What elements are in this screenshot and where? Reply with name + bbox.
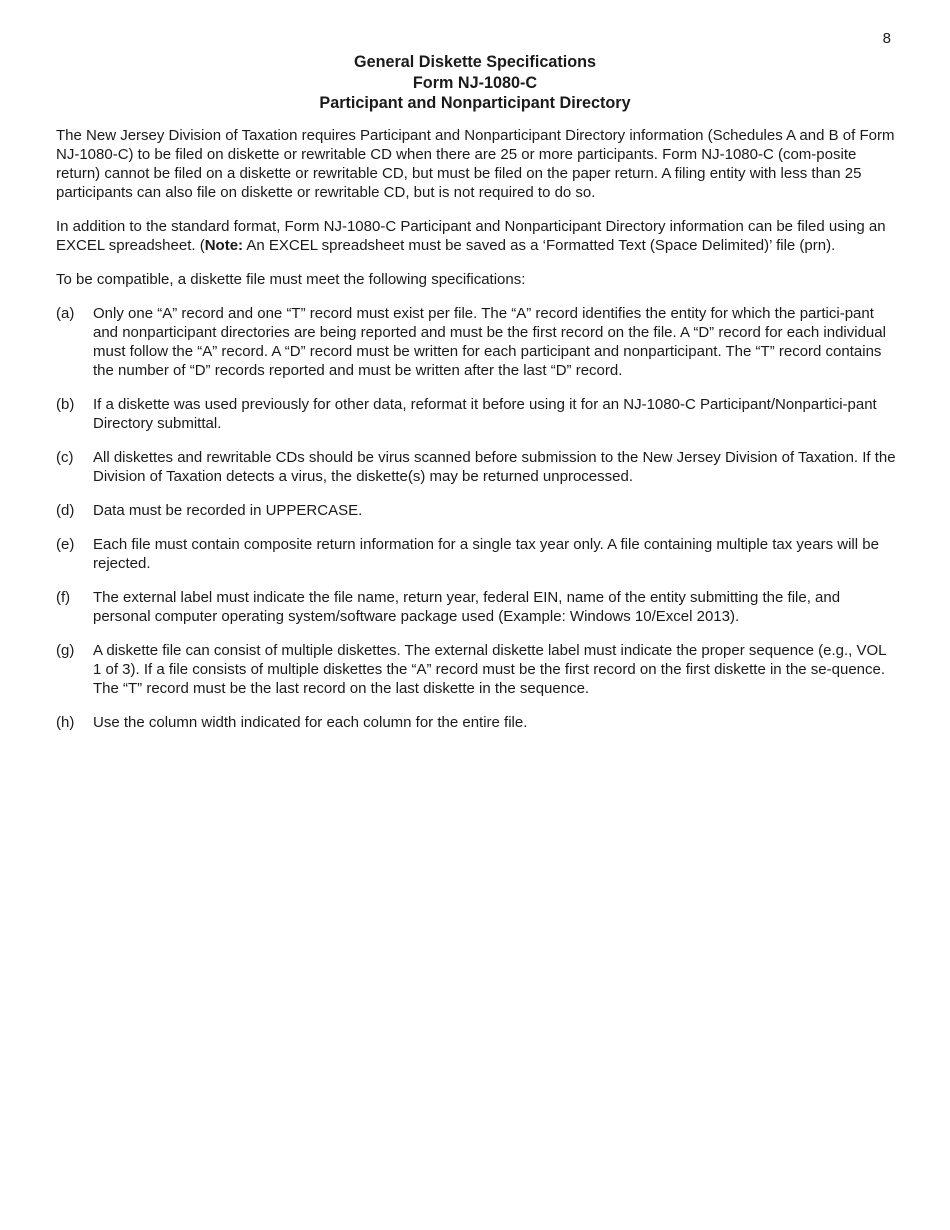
title-line-3: Participant and Nonparticipant Directory (319, 94, 631, 112)
spec-item-letter: (h) (56, 714, 75, 731)
compatibility-intro: To be compatible, a diskette file must meet the following specifications: (56, 271, 526, 288)
excel-paragraph (56, 217, 896, 255)
spec-item-text: Each file must contain composite return information for a single tax year only. A file containing multiple tax years will be rejected. (93, 536, 879, 572)
spec-item-c (56, 448, 896, 486)
spec-item-letter: (a) (56, 305, 75, 322)
spec-item-text: If a diskette was used previously for other data, reformat it before using it for an NJ-1080-C Participant/Nonpartici-pant Directory submittal. (93, 396, 877, 432)
spec-item-letter: (d) (56, 502, 75, 519)
spec-item-g (56, 641, 896, 698)
excel-paragraph-text-after: An EXCEL spreadsheet must be saved as a ‘Formatted Text (Space Delimited)’ file (prn). (243, 237, 836, 254)
spec-item-text: Data must be recorded in UPPERCASE. (93, 502, 363, 519)
spec-item-text: Use the column width indicated for each column for the entire file. (93, 714, 528, 731)
title-line-2: Form NJ-1080-C (412, 73, 538, 92)
spec-item-a (56, 304, 896, 380)
spec-item-d (56, 501, 896, 520)
spec-item-text: A diskette file can consist of multiple diskettes. The external diskette label must indicate the proper sequence (e.g., VOL 1 of 3). If a file consists of multiple diskettes the “A” record must be the first record on the first diskette in the se-quence. The “T” record must be the last record on the last diskette in the sequence. (93, 642, 886, 697)
spec-item-text: All diskettes and rewritable CDs should be virus scanned before submission to the New Jersey Division of Taxation. If the Division of Taxation detects a virus, the diskette(s) may be returned unprocessed. (93, 449, 896, 485)
spec-item-letter: (g) (56, 642, 75, 659)
spec-item-text: The external label must indicate the file name, return year, federal EIN, name of the entity submitting the file, and personal computer operating system/software package used (Example: Windows 10/Excel 2013). (93, 589, 841, 625)
spec-item-b (56, 395, 896, 433)
spec-item-letter: (b) (56, 396, 75, 413)
document-body (56, 126, 896, 747)
page-number: 8 (882, 30, 891, 47)
spec-item-f (56, 588, 896, 626)
spec-item-letter: (c) (56, 449, 74, 466)
spec-item-h (56, 713, 896, 732)
title-line-1: General Diskette Specifications (353, 53, 596, 71)
excel-paragraph-text-before: In addition to the standard format, Form NJ-1080-C Participant and Nonparticipant Directory information can be filed using an EXCEL spreadsheet. ( (56, 218, 886, 254)
intro-paragraph: The New Jersey Division of Taxation requires Participant and Nonparticipant Directory information (Schedules A and B of Form NJ-1080-C) to be filed on diskette or rewritable CD when there are 25 or more participants. Form NJ-1080-C (com-posite return) cannot be filed on a diskette or rewritable CD, but must be filed on the paper return. A filing entity with less than 25 participants can also file on diskette or rewritable CD, but is not required to do so. (56, 127, 895, 201)
spec-item-e (56, 535, 896, 573)
spec-item-text: Only one “A” record and one “T” record must exist per file. The “A” record identifies the entity for which the partici-pant and nonparticipant directories are being reported and must be the first record on the file. A “D” record for each individual must follow the “A” record. A “D” record must be written for each participant and nonparticipant. The “T” record contains the number of “D” records reported and must be written after the last “D” record. (93, 305, 886, 379)
note-label: Note: (204, 237, 244, 254)
spec-item-letter: (e) (56, 536, 75, 553)
spec-item-letter: (f) (56, 589, 71, 606)
page-title (0, 52, 950, 114)
